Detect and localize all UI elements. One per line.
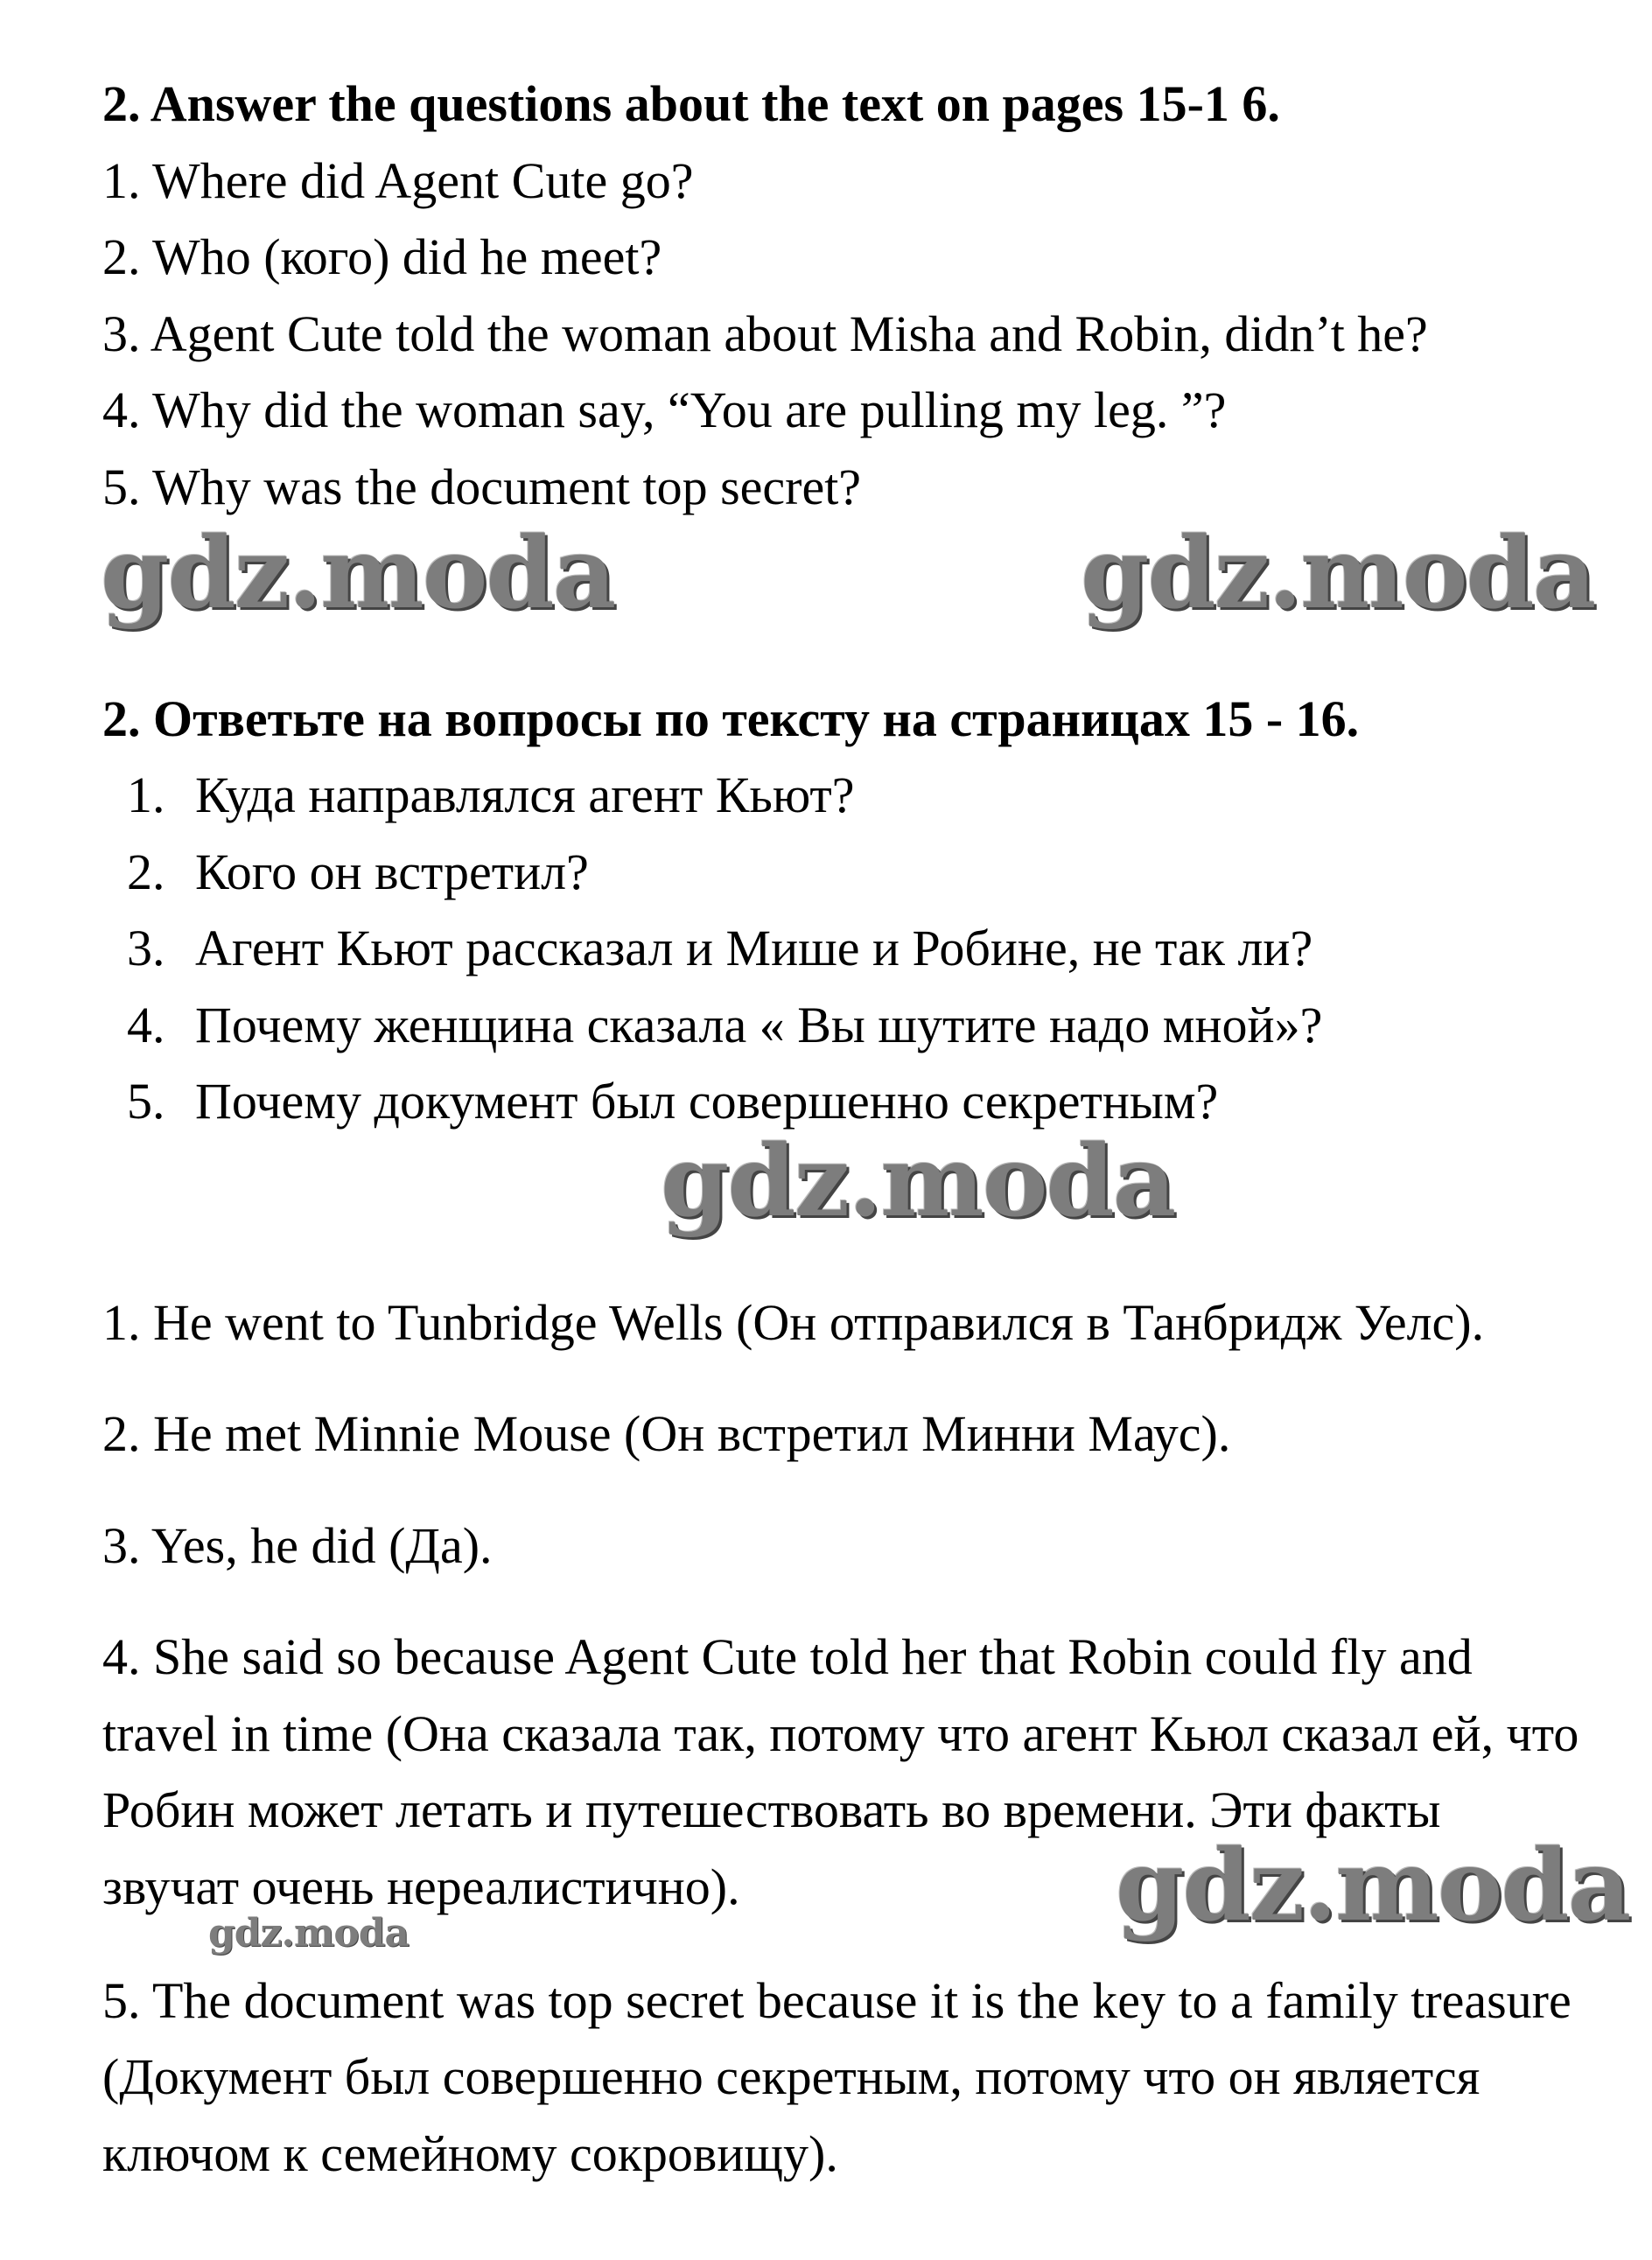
watermark-logo: gdz.moda — [208, 1911, 410, 1956]
english-question-3: 3. Agent Cute told the woman about Misha and Robin, didn’t he? — [102, 305, 1428, 362]
answer-5-line-2: (Документ был совершенно секретным, потому что он является — [102, 2048, 1480, 2105]
answer-1: 1. He went to Tunbridge Wells (Он отправился в Танбридж Уелс). — [102, 1294, 1485, 1351]
russian-question-5 — [127, 1073, 1219, 1130]
list-number: 2. — [127, 843, 165, 900]
english-question-2: 2. Who (кого) did he meet? — [102, 228, 662, 285]
english-question-5: 5. Why was the document top secret? — [102, 458, 862, 515]
answer-2: 2. He met Minnie Mouse (Он встретил Минни Маус). — [102, 1405, 1231, 1462]
russian-question-1 — [127, 766, 855, 823]
answer-4-line-3: Робин может летать и путешествовать во времени. Эти факты — [102, 1781, 1441, 1838]
english-question-4: 4. Why did the woman say, “You are pulling my leg. ”? — [102, 381, 1227, 438]
list-number: 1. — [127, 766, 165, 823]
answer-4-line-4: звучат очень нереалистично). — [102, 1858, 740, 1915]
answer-4-line-2: travel in time (Она сказала так, потому что агент Кьюл сказал ей, что — [102, 1705, 1579, 1762]
answer-5-line-3: ключом к семейному сокровищу). — [102, 2125, 838, 2182]
watermark-logo: gdz.moda — [1081, 516, 1595, 631]
question-text: Почему документ был совершенно секретным? — [195, 1073, 1219, 1130]
russian-question-3 — [127, 920, 1313, 976]
question-text: Агент Кьют рассказал и Мише и Робине, не так ли? — [195, 920, 1313, 976]
question-text: Почему женщина сказала « Вы шутите надо мной»? — [195, 997, 1323, 1053]
answer-3: 3. Yes, he did (Да). — [102, 1517, 493, 1574]
answer-4-line-1: 4. She said so because Agent Cute told her that Robin could fly and — [102, 1628, 1473, 1685]
english-question-1: 1. Where did Agent Cute go? — [102, 152, 694, 209]
watermark-logo: gdz.moda — [101, 516, 615, 631]
question-text: Куда направлялся агент Кьют? — [195, 766, 855, 823]
watermark-logo: gdz.moda — [1116, 1829, 1630, 1943]
russian-question-4 — [127, 997, 1323, 1053]
list-number: 4. — [127, 997, 165, 1053]
watermark-logo: gdz.moda — [661, 1124, 1175, 1239]
russian-task-heading: 2. Ответьте на вопросы по тексту на страницах 15 - 16. — [102, 690, 1360, 747]
list-number: 5. — [127, 1073, 165, 1130]
english-task-heading: 2. Answer the questions about the text on pages 15-1 6. — [102, 75, 1280, 132]
question-text: Кого он встретил? — [195, 843, 589, 900]
answer-5-line-1: 5. The document was top secret because it is the key to a family treasure — [102, 1972, 1572, 2029]
list-number: 3. — [127, 920, 165, 976]
russian-question-2 — [127, 843, 589, 900]
